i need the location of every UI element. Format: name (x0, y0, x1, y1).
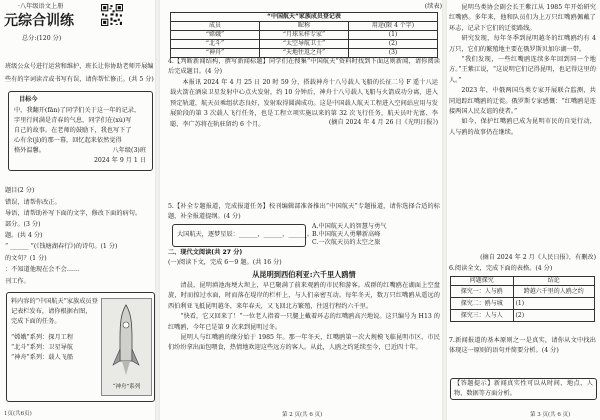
table-cell: (2) (349, 40, 438, 49)
illustration-caption: “神舟”系列 (112, 384, 141, 390)
notice-box-title: 目标今 (19, 96, 38, 103)
article-source: (摘自 2024 年 2 月《人民日报》，有删改) (480, 254, 596, 261)
section-2-heading: 二、现代文阅读(共 27 分) (168, 249, 243, 256)
question-4-stem: 4.【判断新闻结构，撰写新闻标题】同学们在搜集“中国航天”资料时找到下面这则新闻，请你阅读后完成题目。(4 分) (168, 58, 440, 76)
table-cell: “太空导航卫士” (260, 40, 349, 49)
question-5-stem: 5.【补全专题报道，完成报道任务】校刊编辑部准备推出“中国航天”专题报道，请你选择合适的标题，补全报道提纲。(4 分) (168, 203, 440, 221)
question-line: 题。(共 4 分) (5, 232, 43, 239)
page-gutter-right (442, 0, 447, 420)
spacecraft-illustration (101, 298, 152, 396)
table-row (451, 310, 595, 322)
intro-line: 班级公众号进行运营和维护，班长让你协助老师开展编 (5, 63, 154, 70)
article-continued (449, 3, 596, 251)
page-gutter-left (155, 0, 160, 420)
notice-line: 中，我翻开(fān)了同学们关于这一年的记录， (14, 107, 141, 114)
answer-tip-box (450, 378, 597, 400)
notice-line: 格外温馨。 (14, 147, 45, 154)
question-line: 部分。(3 分) (5, 221, 41, 228)
material-line: 完成下面的任务。 (11, 318, 61, 325)
question-line: 导语，请帮助补写下面的文字，修改下面的病句。 (5, 210, 142, 217)
material-line: “神舟”系列：载人飞船 (11, 354, 74, 361)
article-paragraph: 如今，保护红嘴鸥已成为昆明市民的自觉行动，人与鸥的故事仍在继续。 (449, 118, 596, 136)
option-a: A.中国航天人的智慧与勇气 (312, 223, 387, 230)
material-line: 料内容的“中国航天”家族成员登 (11, 298, 98, 305)
question-7-stem: 7.新闻报道的基本原则之一是真实，请你从文中找出体现这一原则的语句并简要分析。(4 分) (449, 337, 596, 355)
table-row (451, 298, 595, 310)
table-cell: “月球采样专家” (260, 31, 349, 40)
table-cell: “神舟” (171, 49, 260, 58)
question-6-stem: 6.阅读全文，完成下面的表格。(4 分) (449, 265, 553, 272)
article-paragraph: “快看，它又回来了！”一位老人指着一只腿上戴着环志的红嘴鸥高兴地说。这只编号为 H13 的红嘴鸥，今年已是第 9 次来到昆明过冬。 (168, 313, 440, 331)
table-cell: (2) (513, 310, 594, 322)
total-score: 总分:(120 分) (22, 35, 62, 42)
report-outline-box (172, 224, 314, 247)
article-paragraph: 2023 年，中俄两国鸟类专家开展联合监测，共同追踪红嘴鸥的迁徙。俄罗斯专家感慨：“红嘴鸥是连接两国人民友谊的使者。” (449, 87, 596, 116)
article-paragraph: 研究发现，每年冬季到昆明越冬的红嘴鸥约有 4 万只，它们的繁殖地主要在俄罗斯贝加尔湖一带。 (449, 35, 596, 53)
article-paragraph: 昆明鸟类协会副会长王紫江从 1985 年开始研究红嘴鸥。多年来，他和队员们为上万只红嘴鸥佩戴了环志，记录下它们的迁徙路线。 (449, 4, 596, 32)
series-label: ·八年级语文上册 (18, 3, 64, 10)
member-table-header: 昵称 (260, 22, 349, 31)
article-title: 从昆明到西伯利亚:六千里人鸥情 (252, 270, 356, 279)
member-table-header: 成员 (171, 22, 260, 31)
inquiry-table-header: 结论 (513, 277, 594, 286)
continued-label: (续表) (424, 3, 442, 10)
article-paragraph: 清晨，昆明滇池海埂大坝上，早已聚满了前来观鸥的市民和游客。成群的红嘴鸥在湖面上空盘旋，时而掠过水面，时而落在堤岸的栏杆上，与人们亲密互动。每年冬天，数万只红嘴鸥从遥远的西伯利亚飞抵昆明越冬，来年春天，又飞回北方繁殖，往返行程约六千里。 (168, 282, 440, 310)
table-row (171, 40, 438, 49)
notice-box (8, 91, 153, 171)
material-line: “北斗”系列：卫星导航 (11, 344, 74, 351)
article-paragraph: 昆明人与红嘴鸥的缘分始于 1985 年。那一年冬天，红嘴鸥第一次大规模飞临昆明市区，市民们纷纷拿出面包喂食，热情地欢迎这些远方的客人。从此，人鸥之约延续至今，已近四十年。 (168, 334, 440, 352)
table-row (451, 286, 595, 298)
inquiry-table-header: 问题探究 (451, 277, 514, 286)
notice-line: 自己的故事。在老师的鼓励下，我也写下了 (14, 127, 132, 134)
member-table (170, 12, 438, 58)
page-footer-right: 第 3 页(共 6 页) (530, 412, 571, 418)
table-cell: 探究三：人与人 (451, 310, 514, 322)
table-cell: “嫦娥” (171, 31, 260, 40)
qr-code-icon (101, 4, 123, 26)
table-row (171, 31, 438, 40)
inquiry-table (450, 276, 595, 322)
question-line: ：不知道他现在会不会…… (5, 266, 80, 273)
member-table-title: “中国航天”家族成员登记表 (171, 13, 438, 22)
table-cell: (3) (349, 49, 438, 58)
page-footer-left: 1页(共6页) (4, 411, 32, 417)
notice-line: 字里行间满是青春的气息，同学们在(xù)写 (14, 117, 132, 124)
material-box (6, 292, 155, 402)
notice-line: 心有余(jì)的那一幕，回忆起来依然觉得 (14, 137, 122, 144)
article-body (168, 281, 440, 408)
report-outline-text: 大国航天，逐梦星辰：______，______，______。 (177, 231, 314, 238)
table-cell: “天地往返之舟” (260, 49, 349, 58)
table-cell: (1) (349, 31, 438, 40)
page-title: 元综合训练 (4, 13, 74, 29)
question-line: 的文句？(1 分) (5, 255, 47, 262)
question-1-stem: 些有的字词读音或书写有误，请你帮忙修正。(共 5 分) (5, 76, 154, 83)
table-cell: “北斗” (171, 40, 260, 49)
article-paragraph: “我们发现，一些红嘴鸥连续多年回到同一个地方。”王紫江说，“这说明它们记得昆明，也记得这里的人。” (449, 56, 596, 84)
member-table-header: 用途(限 4 个字) (349, 22, 438, 31)
material-line: 记表栏发布，请你根据右图， (11, 308, 92, 315)
table-cell: 跨越六千里的人鸥之约 (513, 286, 594, 298)
part-1-instruction: (一)阅读下文，完成 6～9 题。(共 16 分) (168, 259, 282, 266)
rocket-icon (102, 299, 151, 383)
material-line: “嫦娥”系列：探月工程 (11, 334, 74, 341)
page-footer-middle: 第 2 页(共 6 页) (282, 412, 323, 418)
option-b: B.中国航天人勇攀新高峰 (312, 231, 381, 238)
question-line: “ ______ ”(《钱塘湖春行》)的诗句。(1 分) (5, 243, 118, 250)
news-article: 本报讯 2024 年 4 月 25 日 20 时 59 分，搭载神舟十八号载人飞船的长征二号 F 遥十八运载火箭在酒泉卫星发射中心点火发射，约 10 分钟后，神舟十八号载人飞船与火箭成功分离，进入预定轨道，航天员乘组状态良好，发射取得圆满成功。这是中国载人航天工程进入空间站应用与发展阶段的第 3 次载人飞行任务，也是工程立项实施以来的第 32 次飞行任务，航天员叶光富、李聪、李广苏将在轨驻留约 6 个月。 (170, 79, 438, 128)
answer-tip: 【答题提示】新闻真实性可以从时间、地点、人物、数据等方面分析。 (454, 380, 593, 398)
notice-class: 八年级(3)班 (112, 147, 146, 154)
news-source: (摘自 2024 年 4 月 26 日《光明日报》) (328, 119, 438, 126)
option-c: C.一次航天员的太空之旅 (312, 239, 381, 246)
table-cell: (1) (513, 298, 594, 310)
table-cell: 探究二：鸥与城 (451, 298, 514, 310)
question-line: 题目(2 分) (5, 187, 35, 194)
table-cell: 探究一：人与鸥 (451, 286, 514, 298)
question-line: 错误，请帮你改正。 (5, 199, 61, 206)
question-line: 刊工作。 (5, 278, 30, 285)
notice-date: 2024 年 9 月 1 日 (93, 157, 146, 164)
